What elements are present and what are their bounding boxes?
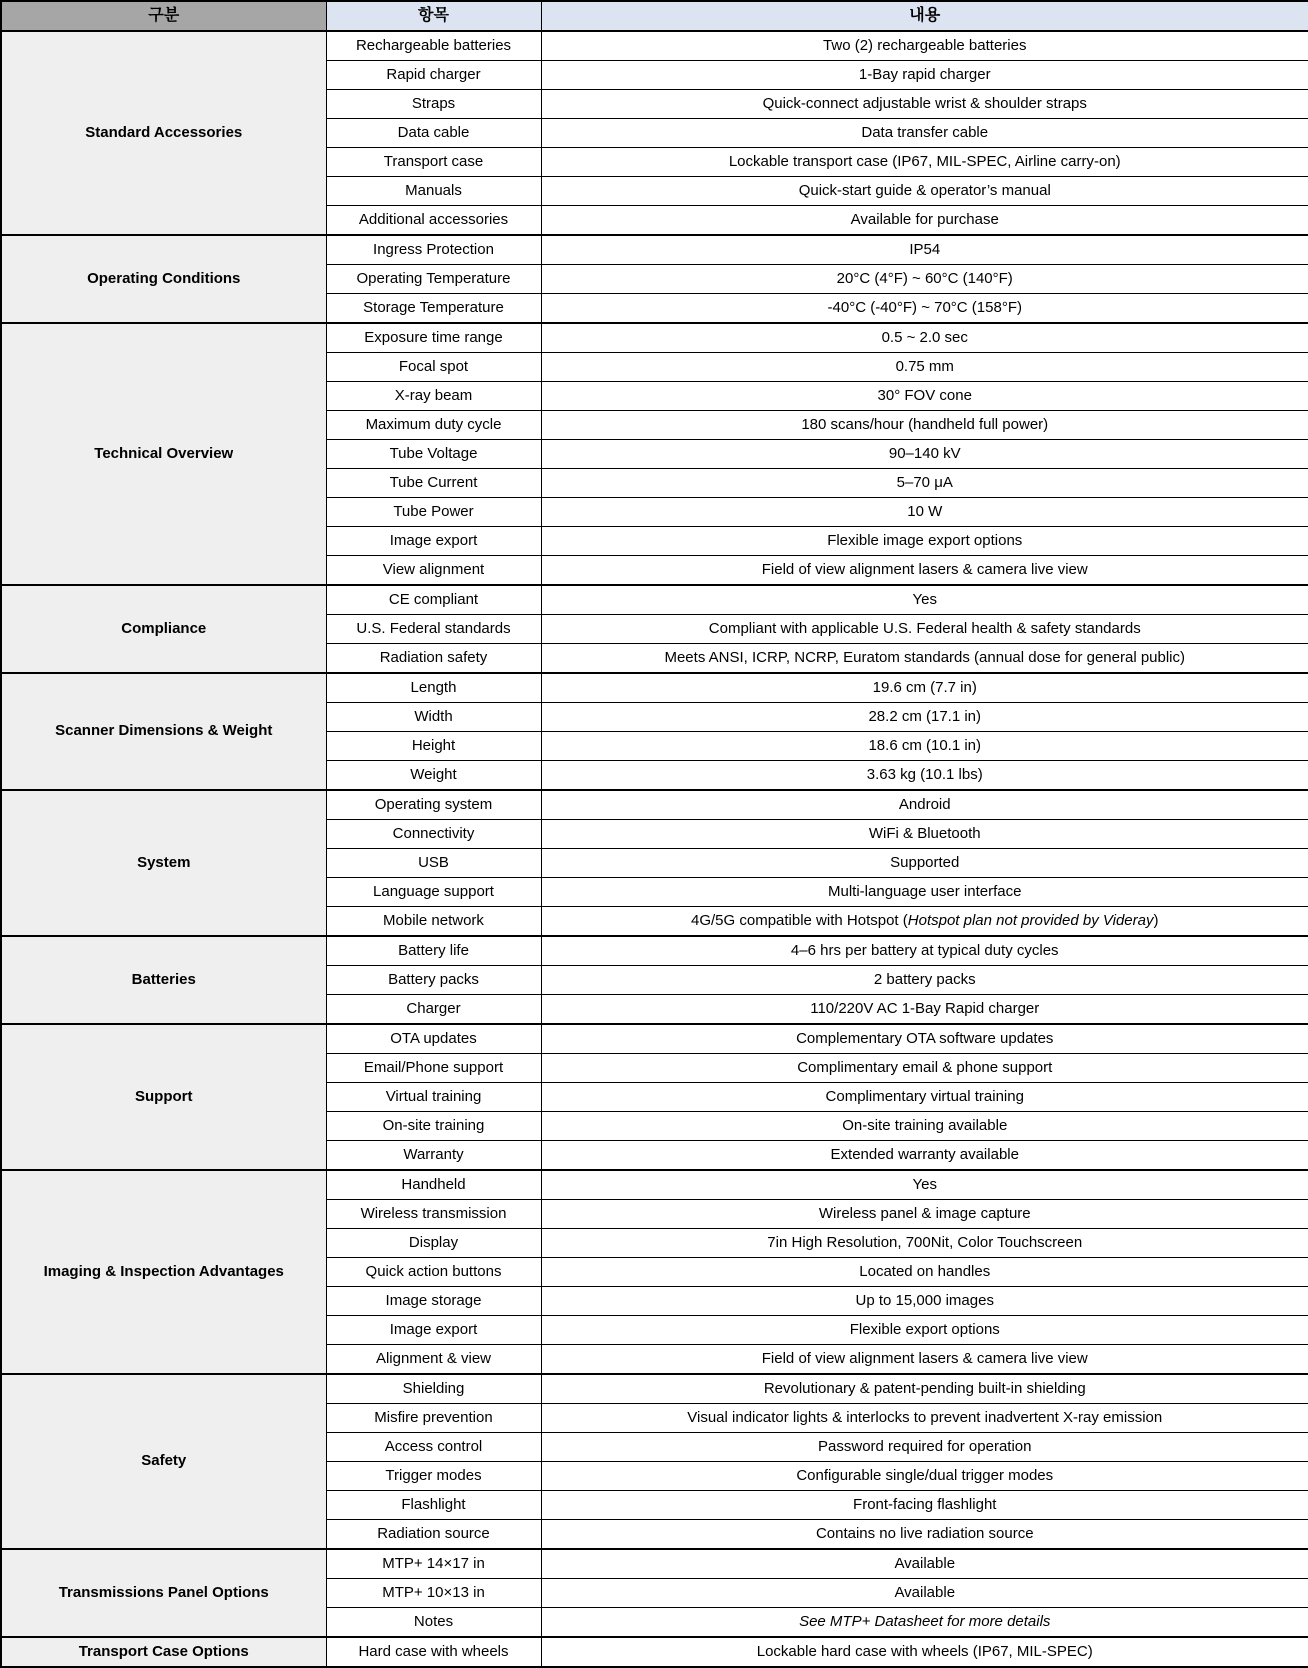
value-cell: 4–6 hrs per battery at typical duty cycles [541,936,1308,966]
value-cell: Visual indicator lights & interlocks to prevent inadvertent X-ray emission [541,1404,1308,1433]
value-cell: Password required for operation [541,1433,1308,1462]
value-cell: 110/220V AC 1-Bay Rapid charger [541,995,1308,1025]
table-row [1,31,1308,61]
value-cell: WiFi & Bluetooth [541,820,1308,849]
category-cell: Support [1,1024,326,1170]
item-cell: Email/Phone support [326,1054,541,1083]
value-cell: 10 W [541,498,1308,527]
table-row [1,1024,1308,1054]
item-cell: Exposure time range [326,323,541,353]
value-cell: Flexible image export options [541,527,1308,556]
item-cell: Hard case with wheels [326,1637,541,1667]
item-cell: Maximum duty cycle [326,411,541,440]
table-row [1,1374,1308,1404]
value-cell: Quick-start guide & operator’s manual [541,177,1308,206]
item-cell: U.S. Federal standards [326,615,541,644]
item-cell: Image export [326,527,541,556]
table-row [1,1549,1308,1579]
item-cell: Shielding [326,1374,541,1404]
item-cell: Radiation source [326,1520,541,1550]
value-cell: Field of view alignment lasers & camera live view [541,556,1308,586]
item-cell: Charger [326,995,541,1025]
item-cell: Additional accessories [326,206,541,236]
value-cell: Complimentary virtual training [541,1083,1308,1112]
item-cell: Tube Current [326,469,541,498]
item-cell: MTP+ 10×13 in [326,1579,541,1608]
table-row [1,1170,1308,1200]
category-cell: Operating Conditions [1,235,326,323]
value-cell: Lockable transport case (IP67, MIL-SPEC, Airline carry-on) [541,148,1308,177]
value-cell: 4G/5G compatible with Hotspot (Hotspot plan not provided by Videray) [541,907,1308,937]
item-cell: Mobile network [326,907,541,937]
item-cell: Transport case [326,148,541,177]
item-cell: Alignment & view [326,1345,541,1375]
value-cell: Up to 15,000 images [541,1287,1308,1316]
value-cell: IP54 [541,235,1308,265]
item-cell: Straps [326,90,541,119]
category-cell: Standard Accessories [1,31,326,235]
item-cell: Tube Power [326,498,541,527]
value-cell: Front-facing flashlight [541,1491,1308,1520]
value-cell: 18.6 cm (10.1 in) [541,732,1308,761]
value-cell: 7in High Resolution, 700Nit, Color Touchscreen [541,1229,1308,1258]
value-cell: 3.63 kg (10.1 lbs) [541,761,1308,791]
item-cell: Battery packs [326,966,541,995]
item-cell: Operating Temperature [326,265,541,294]
table-row [1,936,1308,966]
item-cell: Focal spot [326,353,541,382]
value-cell: Available [541,1549,1308,1579]
item-cell: Data cable [326,119,541,148]
item-cell: On-site training [326,1112,541,1141]
category-cell: Batteries [1,936,326,1024]
item-cell: Weight [326,761,541,791]
item-cell: Storage Temperature [326,294,541,324]
value-cell: Quick-connect adjustable wrist & shoulder straps [541,90,1308,119]
category-cell: Safety [1,1374,326,1549]
item-cell: Rapid charger [326,61,541,90]
value-cell: 19.6 cm (7.7 in) [541,673,1308,703]
item-cell: Misfire prevention [326,1404,541,1433]
item-cell: Tube Voltage [326,440,541,469]
spec-table-header [1,1,1308,31]
value-cell: 2 battery packs [541,966,1308,995]
value-cell: On-site training available [541,1112,1308,1141]
table-row [1,235,1308,265]
item-cell: Rechargeable batteries [326,31,541,61]
item-cell: Notes [326,1608,541,1638]
value-cell: 1-Bay rapid charger [541,61,1308,90]
item-cell: Manuals [326,177,541,206]
item-cell: Height [326,732,541,761]
value-cell: 20°C (4°F) ~ 60°C (140°F) [541,265,1308,294]
item-cell: Flashlight [326,1491,541,1520]
value-cell: Complimentary email & phone support [541,1054,1308,1083]
value-cell: -40°C (-40°F) ~ 70°C (158°F) [541,294,1308,324]
value-cell: Supported [541,849,1308,878]
header-category: 구분 [1,1,326,31]
table-row [1,1637,1308,1667]
table-row [1,673,1308,703]
value-cell: 90–140 kV [541,440,1308,469]
value-cell: 180 scans/hour (handheld full power) [541,411,1308,440]
category-cell: Transmissions Panel Options [1,1549,326,1637]
value-cell: Yes [541,1170,1308,1200]
value-cell: Complementary OTA software updates [541,1024,1308,1054]
value-cell: Two (2) rechargeable batteries [541,31,1308,61]
table-row [1,790,1308,820]
item-cell: USB [326,849,541,878]
header-item: 항목 [326,1,541,31]
value-cell: Available for purchase [541,206,1308,236]
item-cell: Battery life [326,936,541,966]
item-cell: Width [326,703,541,732]
value-cell: 5–70 μA [541,469,1308,498]
value-cell: 0.5 ~ 2.0 sec [541,323,1308,353]
value-cell: Compliant with applicable U.S. Federal health & safety standards [541,615,1308,644]
item-cell: Quick action buttons [326,1258,541,1287]
item-cell: X-ray beam [326,382,541,411]
item-cell: Image export [326,1316,541,1345]
item-cell: Display [326,1229,541,1258]
item-cell: Radiation safety [326,644,541,674]
item-cell: Language support [326,878,541,907]
category-cell: Scanner Dimensions & Weight [1,673,326,790]
value-cell: Revolutionary & patent-pending built-in shielding [541,1374,1308,1404]
table-row [1,585,1308,615]
table-row [1,323,1308,353]
value-cell: Extended warranty available [541,1141,1308,1171]
item-cell: Warranty [326,1141,541,1171]
item-cell: CE compliant [326,585,541,615]
category-cell: Compliance [1,585,326,673]
spec-table-body [1,31,1308,1667]
value-cell: Lockable hard case with wheels (IP67, MIL-SPEC) [541,1637,1308,1667]
item-cell: Length [326,673,541,703]
value-cell: 30° FOV cone [541,382,1308,411]
category-cell: Technical Overview [1,323,326,585]
value-cell: Contains no live radiation source [541,1520,1308,1550]
item-cell: Handheld [326,1170,541,1200]
value-cell: Flexible export options [541,1316,1308,1345]
category-cell: System [1,790,326,936]
header-content: 내용 [541,1,1308,31]
value-cell: Yes [541,585,1308,615]
value-cell: Available [541,1579,1308,1608]
value-cell: Field of view alignment lasers & camera live view [541,1345,1308,1375]
value-cell: Located on handles [541,1258,1308,1287]
value-cell: Meets ANSI, ICRP, NCRP, Euratom standards (annual dose for general public) [541,644,1308,674]
value-cell: Multi-language user interface [541,878,1308,907]
value-cell: Data transfer cable [541,119,1308,148]
item-cell: MTP+ 14×17 in [326,1549,541,1579]
item-cell: Connectivity [326,820,541,849]
value-cell: Configurable single/dual trigger modes [541,1462,1308,1491]
item-cell: Operating system [326,790,541,820]
item-cell: OTA updates [326,1024,541,1054]
item-cell: Ingress Protection [326,235,541,265]
item-cell: Virtual training [326,1083,541,1112]
value-cell: See MTP+ Datasheet for more details [541,1608,1308,1638]
header-row [1,1,1308,31]
item-cell: View alignment [326,556,541,586]
item-cell: Wireless transmission [326,1200,541,1229]
value-cell: 0.75 mm [541,353,1308,382]
value-cell: 28.2 cm (17.1 in) [541,703,1308,732]
category-cell: Transport Case Options [1,1637,326,1667]
item-cell: Image storage [326,1287,541,1316]
value-cell: Android [541,790,1308,820]
value-cell: Wireless panel & image capture [541,1200,1308,1229]
item-cell: Access control [326,1433,541,1462]
category-cell: Imaging & Inspection Advantages [1,1170,326,1374]
item-cell: Trigger modes [326,1462,541,1491]
